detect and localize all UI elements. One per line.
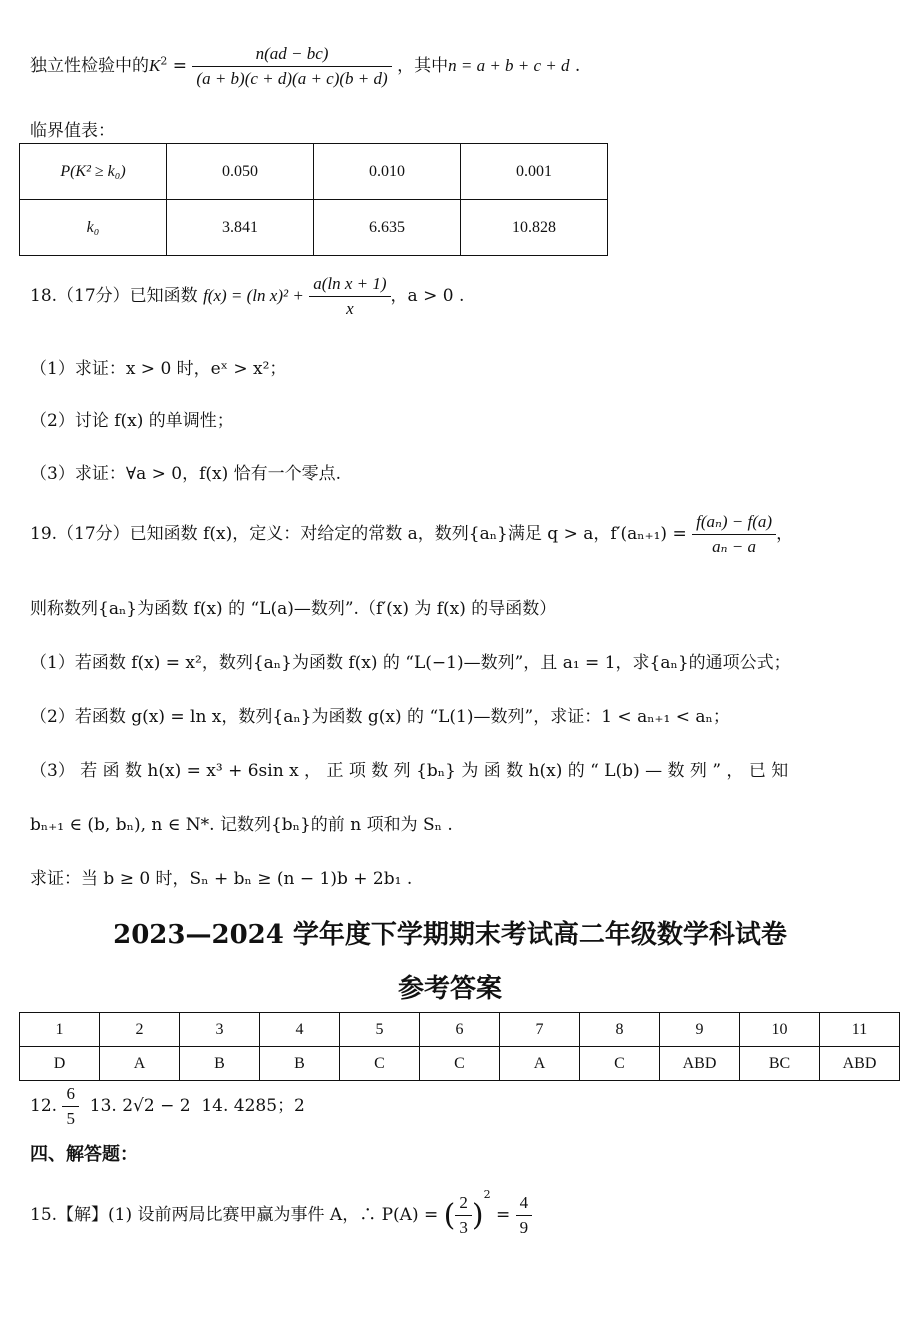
q19-part3a: （3） 若 函 数 h(x) = x³ + 6sin x ， 正 项 数 列 {bₙ} 为 函 数 h(x) 的 “ L(b) — 数 列 ” ， 已 知 (30, 761, 789, 781)
k2-formula-line: 独立性检验中的$K^2$ = $\frac{n(ad - bc)}{(a + b)(c + d)(a + c)(b + d)}$ ，其中n = a + b + c + d . (30, 44, 581, 88)
q15-frac1-den: 3 (459, 1218, 468, 1237)
crit-row1-label: P(K² ≥ k₀) (20, 144, 167, 200)
q18-cond: ，a > 0 . (390, 286, 465, 306)
k2-fraction (192, 44, 391, 89)
table-row (20, 1047, 900, 1081)
q18-part2: （2）讨论 f(x) 的单调性； (30, 411, 234, 431)
k2-n-def: n = a + b + c + d (448, 56, 570, 75)
answer-number: 5 (340, 1013, 420, 1047)
q15-text: 15.【解】(1) 设前两局比赛甲赢为事件 A，∴ P(A) = (30, 1205, 439, 1225)
q18-frac-den: x (346, 299, 354, 318)
answer-number: 3 (180, 1013, 260, 1047)
q19-part1: （1）若函数 f(x) = x²，数列{aₙ}为函数 f(x) 的 “L(−1)—数列”，且 a₁ = 1，求{aₙ}的通项公式； (30, 653, 791, 673)
answer-choice: A (100, 1047, 180, 1081)
q18-part1: （1）求证：x > 0 时，eˣ > x²； (30, 359, 287, 379)
answer-title: 参考答案 (397, 974, 502, 1004)
a13: 13. 2√2 − 2 (89, 1096, 191, 1116)
answer-choice: B (180, 1047, 260, 1081)
answer-number: 7 (500, 1013, 580, 1047)
answer-number: 10 (740, 1013, 820, 1047)
q19-part3b: bₙ₊₁ ∈ (b, bₙ), n ∈ N*. 记数列{bₙ}的前 n 项和为 Sₙ . (30, 815, 453, 835)
a12-fraction (62, 1084, 79, 1129)
critical-value-table (19, 143, 608, 256)
answer-number: 9 (660, 1013, 740, 1047)
k2-intro: 独立性检验中的 (30, 56, 149, 76)
q15-frac2-den: 9 (519, 1218, 529, 1237)
answer-table (19, 1012, 900, 1081)
answer-choice: BC (740, 1047, 820, 1081)
answer-choice: ABD (660, 1047, 740, 1081)
table-row (20, 1013, 900, 1047)
crit-k-value: 10.828 (461, 200, 608, 256)
crit-p-value: 0.010 (314, 144, 461, 200)
answer-choice: C (420, 1047, 500, 1081)
exam-title: 2023—2024 学年度下学期期末考试高二年级数学科试卷 (113, 920, 787, 950)
q19-fraction (692, 512, 776, 557)
q15-sq: 2 (483, 1188, 491, 1201)
q18-frac-num: a(ln x + 1) (309, 274, 390, 297)
answer-choice: C (580, 1047, 660, 1081)
answer-choice: D (20, 1047, 100, 1081)
q15-frac2 (516, 1193, 533, 1238)
table-row (20, 200, 608, 256)
fill-in-answers (30, 1084, 305, 1129)
q18-func: f(x) = (ln x)² + (203, 286, 304, 305)
q18-fraction (309, 274, 390, 319)
answer-number: 8 (580, 1013, 660, 1047)
answer-choice: C (340, 1047, 420, 1081)
section-4-heading: 四、解答题： (30, 1144, 138, 1165)
crit-p-value: 0.001 (461, 144, 608, 200)
q15-frac1-num: 2 (455, 1193, 472, 1216)
crit-k-value: 6.635 (314, 200, 461, 256)
k2-denominator: (a + b)(c + d)(a + c)(b + d) (196, 69, 388, 88)
q19-part3c: 求证：当 b ≥ 0 时，Sₙ + bₙ ≥ (n − 1)b + 2b₁ . (30, 869, 413, 889)
k2-numerator: n(ad − bc) (192, 44, 391, 67)
crit-k-value: 3.841 (167, 200, 314, 256)
q15-eq: = (495, 1205, 511, 1225)
q18-part3: （3）求证：∀a > 0，f(x) 恰有一个零点. (30, 464, 342, 484)
q19-part2: （2）若函数 g(x) = ln x，数列{aₙ}为函数 g(x) 的 “L(1)—数列”，求证：1 < aₙ₊₁ < aₙ； (30, 707, 730, 727)
a12-den: 5 (66, 1109, 75, 1128)
q15-frac1 (455, 1193, 472, 1238)
q15-frac2-num: 4 (516, 1193, 533, 1216)
answer-number: 4 (260, 1013, 340, 1047)
q19-frac-den: aₙ − a (712, 537, 757, 556)
q18-statement (30, 274, 464, 319)
q19-head: 19.（17分）已知函数 f(x)，定义：对给定的常数 a，数列{aₙ}满足 q > a，f′(aₙ₊₁) = (30, 524, 687, 544)
answer-number: 6 (420, 1013, 500, 1047)
table-row (20, 144, 608, 200)
a14: 14. 4285；2 (201, 1096, 305, 1116)
crit-row2-label: k₀ (20, 200, 167, 256)
answer-number: 1 (20, 1013, 100, 1047)
q19-line2: 则称数列{aₙ}为函数 f(x) 的 “L(a)—数列”.（f′(x) 为 f(x) 的导函数） (30, 599, 557, 619)
answer-choice: A (500, 1047, 580, 1081)
q19-statement (30, 512, 793, 557)
answer-number: 2 (100, 1013, 180, 1047)
a12-label: 12. (30, 1096, 58, 1116)
q15-solution: 15.【解】(1) 设前两局比赛甲赢为事件 A，∴ P(A) = ( $\frac{2}{3}$ )$^2$ = $\frac{4}{9}$ (30, 1188, 532, 1238)
q19-head-end: ， (776, 524, 794, 544)
k2-where: ，其中 (397, 56, 449, 76)
answer-choice: B (260, 1047, 340, 1081)
answer-number: 11 (820, 1013, 900, 1047)
crit-label: 临界值表： (30, 121, 115, 141)
q19-frac-num: f(aₙ) − f(a) (692, 512, 776, 535)
q18-head: 18.（17分）已知函数 (30, 286, 198, 306)
a12-num: 6 (62, 1084, 79, 1107)
answer-choice: ABD (820, 1047, 900, 1081)
crit-p-value: 0.050 (167, 144, 314, 200)
